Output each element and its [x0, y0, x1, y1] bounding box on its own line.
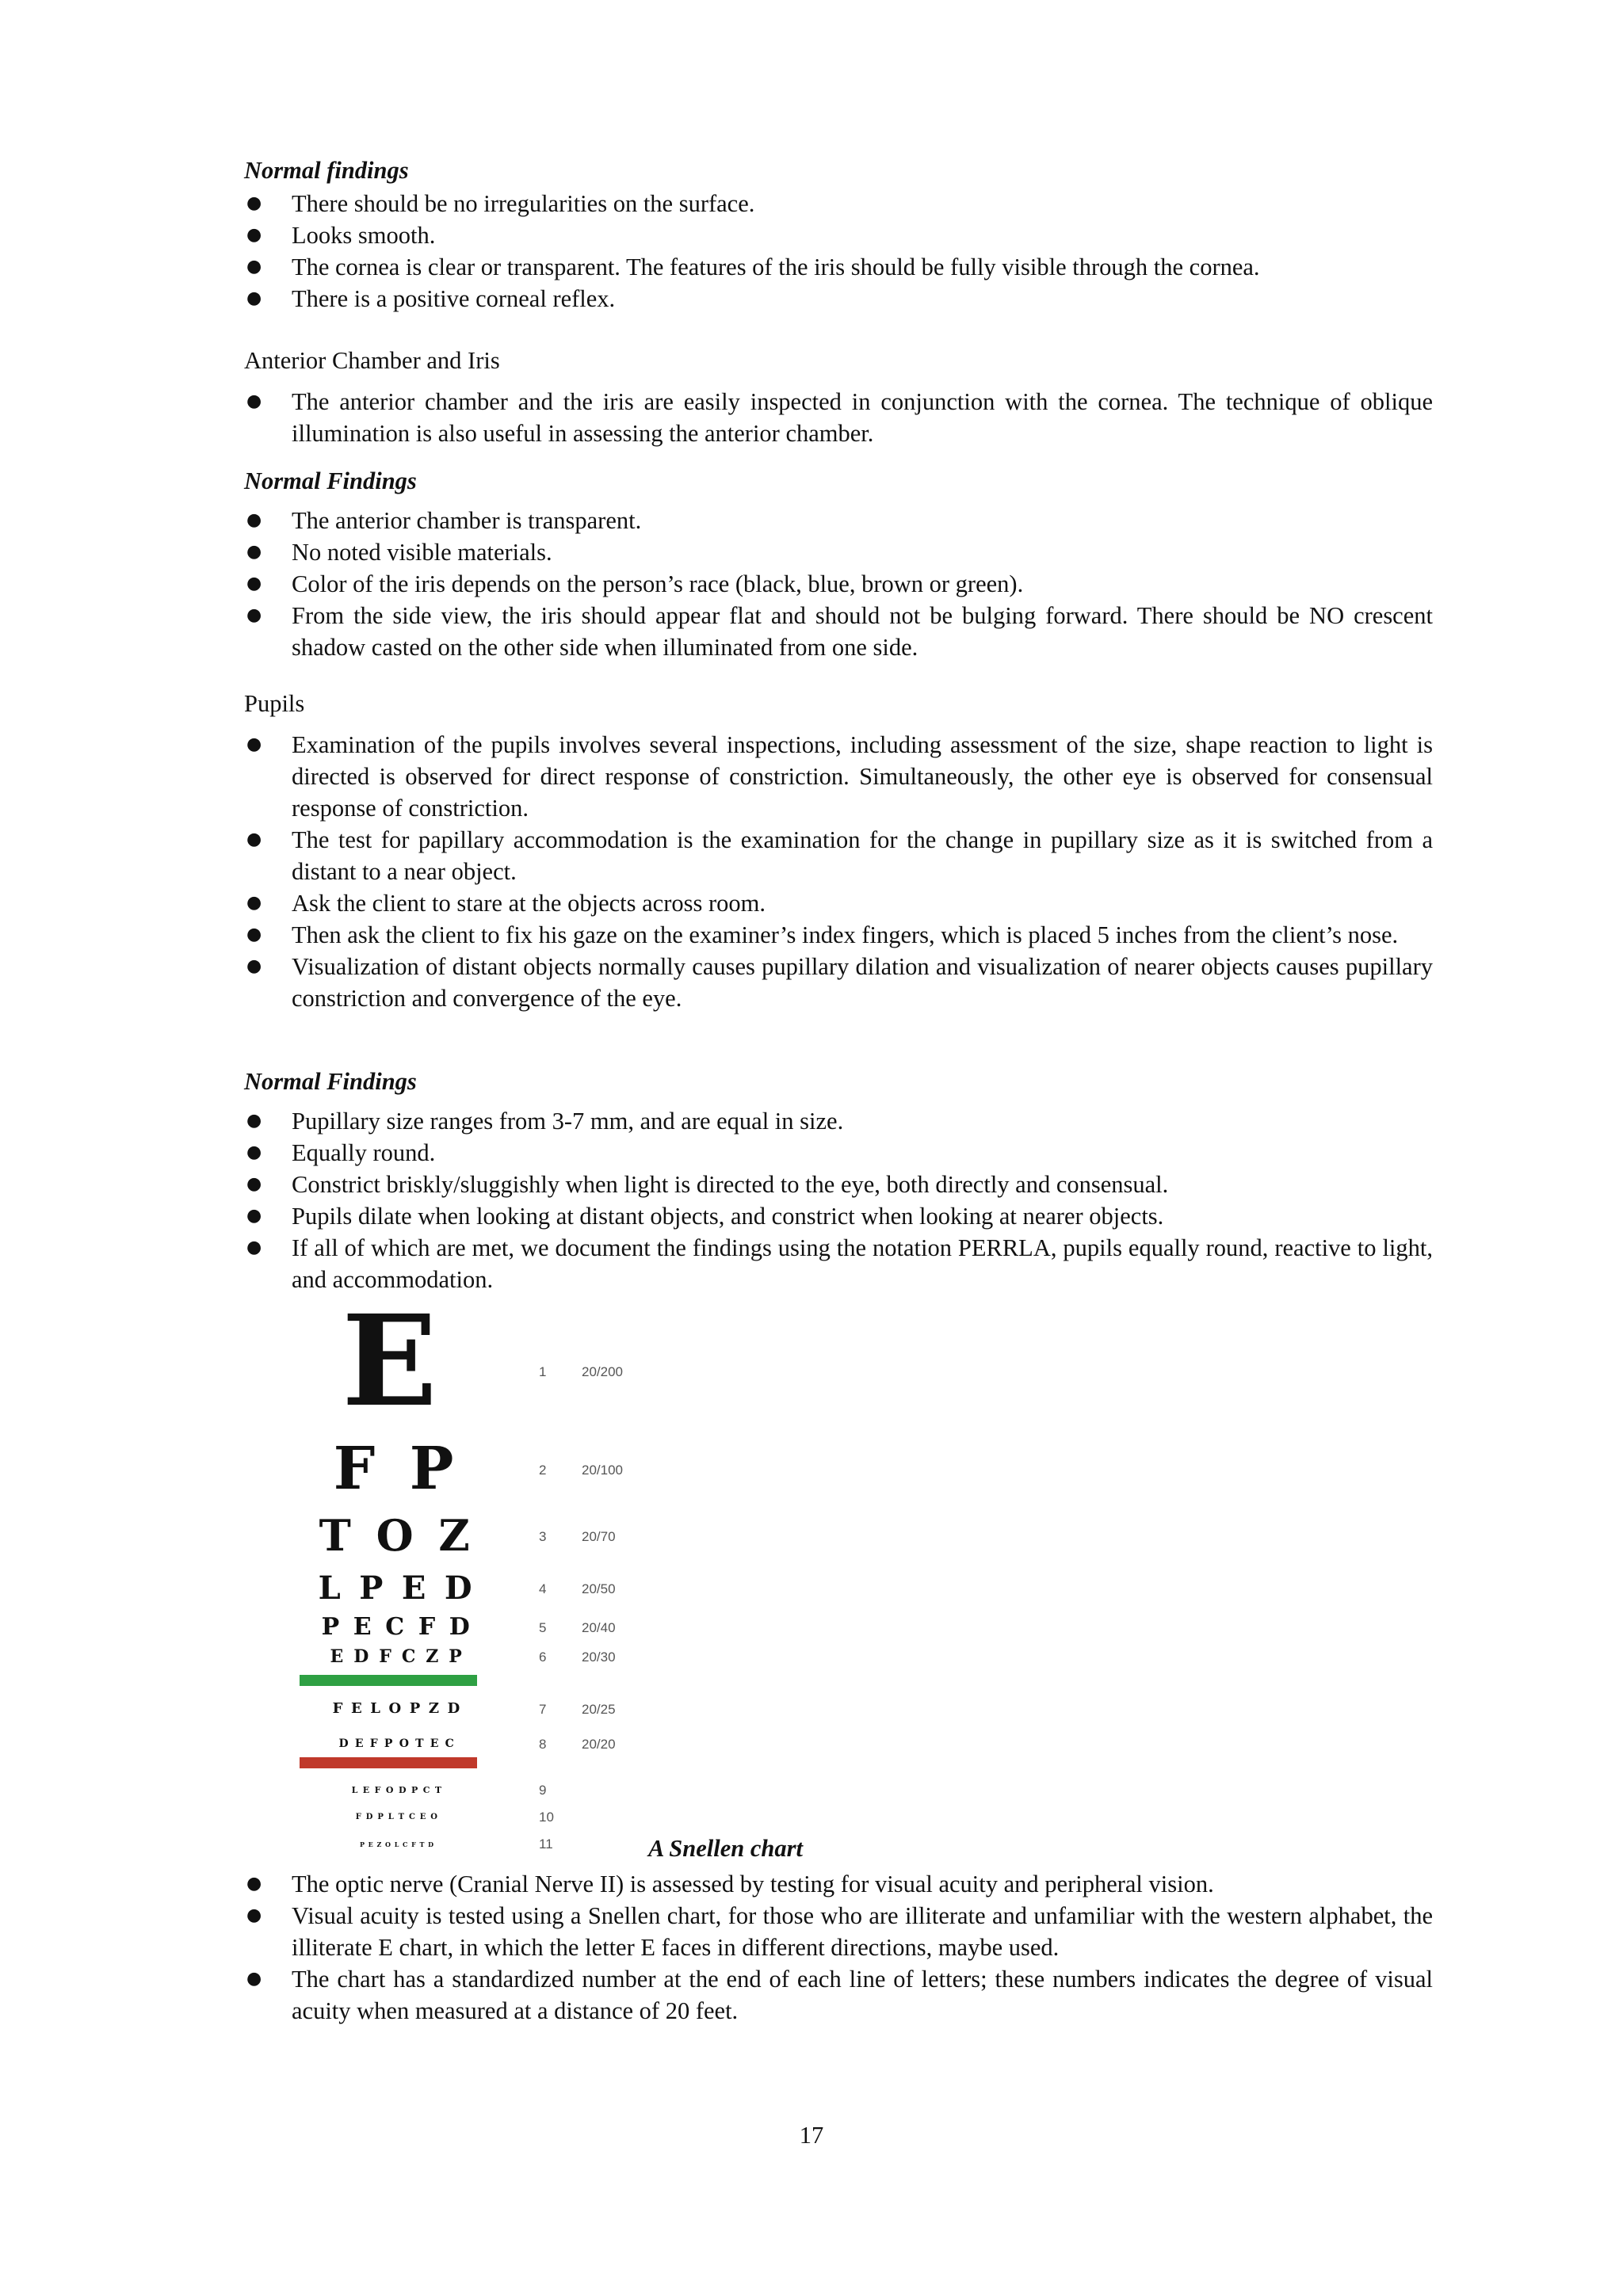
- list-item: ● Examination of the pupils involves several inspections, including assessment of the size, shape reaction to light is directed is observed for direct response of constriction. Simultaneously, the other eye is observed for consensual response of constriction.: [244, 729, 1433, 824]
- section-heading: Normal Findings: [244, 467, 417, 494]
- bullet-list: [244, 188, 1433, 315]
- chart-line-number: 3: [539, 1529, 547, 1544]
- chart-line-number: 9: [539, 1783, 547, 1798]
- bullet-icon: ●: [246, 1174, 262, 1194]
- chart-letters: P E Z O L C F T D: [359, 1840, 435, 1848]
- list-item: ● Visualization of distant objects normally causes pupillary dilation and visualization of nearer objects causes pupillary constriction and convergence of the eye.: [244, 951, 1433, 1014]
- list-item: ● Looks smooth.: [244, 219, 1433, 251]
- list-item: ● Then ask the client to fix his gaze on the examiner’s index fingers, which is placed 5 inches from the client’s nose.: [244, 919, 1433, 951]
- bullet-icon: ●: [246, 1111, 262, 1131]
- page-number: 17: [799, 2122, 824, 2149]
- list-item: ● No noted visible materials.: [244, 536, 1433, 568]
- chart-letters: F P: [333, 1435, 461, 1503]
- chart-acuity: 20/40: [582, 1620, 616, 1635]
- chart-letters: L E F O D P C T: [351, 1785, 443, 1795]
- chart-letters: E D F C Z P: [330, 1646, 464, 1667]
- chart-acuity: 20/200: [582, 1364, 623, 1379]
- bullet-icon: ●: [246, 1874, 262, 1894]
- bullet-icon: ●: [246, 542, 262, 562]
- chart-letters: E: [342, 1288, 453, 1435]
- bullet-list: [244, 1105, 1433, 1295]
- bullet-icon: ●: [246, 225, 262, 245]
- bullet-list: [244, 1868, 1433, 2027]
- list-item: ● The chart has a standardized number at the end of each line of letters; these numbers indicates the degree of visual acuity when measured at a distance of 20 feet.: [244, 1963, 1433, 2027]
- cornea-findings-section: [244, 154, 1433, 315]
- list-item: ● Pupils dilate when looking at distant objects, and constrict when looking at nearer objects.: [244, 1200, 1433, 1232]
- bullet-list: [244, 729, 1433, 1014]
- list-item: ● Constrict briskly/sluggishly when light is directed to the eye, both directly and consensual.: [244, 1169, 1433, 1200]
- bullet-icon: ●: [246, 288, 262, 308]
- bullet-icon: ●: [246, 1905, 262, 1925]
- bullet-icon: ●: [246, 956, 262, 976]
- list-item: ● From the side view, the iris should appear flat and should not be bulging forward. There should be NO crescent shadow casted on the other side when illuminated from one side.: [244, 600, 1433, 663]
- chart-acuity: 20/70: [582, 1529, 616, 1544]
- pupil-findings-section: [244, 1066, 1433, 1295]
- chart-letters: T O Z: [319, 1510, 475, 1561]
- chart-line-number: 1: [539, 1364, 547, 1379]
- list-item: ● Color of the iris depends on the person’s race (black, blue, brown or green).: [244, 568, 1433, 600]
- bullet-icon: ●: [246, 734, 262, 754]
- list-item: ● The cornea is clear or transparent. The features of the iris should be fully visible through the cornea.: [244, 251, 1433, 283]
- chart-line-number: 11: [539, 1836, 553, 1852]
- bullet-icon: ●: [246, 605, 262, 625]
- list-item: ● The anterior chamber and the iris are easily inspected in conjunction with the cornea. The technique of oblique illumination is also useful in assessing the anterior chamber.: [244, 386, 1433, 449]
- chart-line-number: 10: [539, 1810, 554, 1825]
- snellen-chart: [290, 1288, 656, 1855]
- bullet-icon: ●: [246, 574, 262, 593]
- chart-letters: F E L O P Z D: [332, 1700, 462, 1717]
- list-item: ● The test for papillary accommodation is the examination for the change in pupillary size as it is switched from a distant to a near object.: [244, 824, 1433, 887]
- bullet-icon: ●: [246, 193, 262, 213]
- bullet-icon: ●: [246, 391, 262, 411]
- bullet-icon: ●: [246, 893, 262, 913]
- chart-acuity: 20/25: [582, 1702, 616, 1717]
- chart-line-number: 5: [539, 1620, 547, 1635]
- list-item: ● The anterior chamber is transparent.: [244, 505, 1433, 536]
- bullet-icon: ●: [246, 1238, 262, 1257]
- bullet-list: [244, 386, 1433, 449]
- bullet-icon: ●: [246, 1206, 262, 1226]
- section-heading: Pupils: [244, 690, 305, 717]
- bullet-icon: ●: [246, 257, 262, 277]
- chart-letters: P E C F D: [321, 1613, 473, 1641]
- chart-acuity: 20/100: [582, 1463, 623, 1478]
- anterior-findings-section: [244, 465, 1433, 663]
- list-item: ● Pupillary size ranges from 3-7 mm, and are equal in size.: [244, 1105, 1433, 1137]
- chart-acuity: 20/50: [582, 1581, 616, 1596]
- section-heading: Anterior Chamber and Iris: [244, 347, 500, 374]
- bullet-list: [244, 505, 1433, 663]
- chart-acuity: 20/20: [582, 1737, 616, 1752]
- list-item: ● There is a positive corneal reflex.: [244, 283, 1433, 315]
- list-item: ● Ask the client to stare at the objects across room.: [244, 887, 1433, 919]
- bullet-icon: ●: [246, 830, 262, 849]
- chart-line-number: 8: [539, 1737, 547, 1752]
- anterior-chamber-section: [244, 345, 1433, 449]
- chart-line-number: 4: [539, 1581, 547, 1596]
- chart-letters: D E F P O T E C: [338, 1737, 456, 1750]
- chart-letters: F D P L T C E O: [355, 1813, 439, 1821]
- bullet-icon: ●: [246, 1969, 262, 1989]
- chart-acuity: 20/30: [582, 1650, 616, 1665]
- list-item: ● The optic nerve (Cranial Nerve II) is assessed by testing for visual acuity and peripheral vision.: [244, 1868, 1433, 1900]
- bullet-icon: ●: [246, 510, 262, 530]
- chart-letters: L P E D: [318, 1569, 476, 1607]
- figure-caption: A Snellen chart: [648, 1835, 803, 1862]
- list-item: ● There should be no irregularities on the surface.: [244, 188, 1433, 219]
- chart-line-number: 6: [539, 1650, 547, 1665]
- list-item: ● Visual acuity is tested using a Snellen chart, for those who are illiterate and unfamiliar with the western alphabet, the illiterate E chart, in which the letter E faces in different directions, maybe used.: [244, 1900, 1433, 1963]
- green-line-bar: [300, 1675, 477, 1686]
- chart-line-number: 2: [539, 1463, 547, 1478]
- optic-nerve-section: [244, 1868, 1433, 2027]
- chart-line-number: 7: [539, 1702, 547, 1717]
- bullet-icon: ●: [246, 1142, 262, 1162]
- bullet-icon: ●: [246, 925, 262, 944]
- section-heading: Normal Findings: [244, 1068, 417, 1095]
- list-item: ● Equally round.: [244, 1137, 1433, 1169]
- list-item: ● If all of which are met, we document the findings using the notation PERRLA, pupils equally round, reactive to light, and accommodation.: [244, 1232, 1433, 1295]
- section-heading: Normal findings: [244, 157, 409, 184]
- pupils-section: [244, 688, 1433, 1014]
- red-line-bar: [300, 1757, 477, 1768]
